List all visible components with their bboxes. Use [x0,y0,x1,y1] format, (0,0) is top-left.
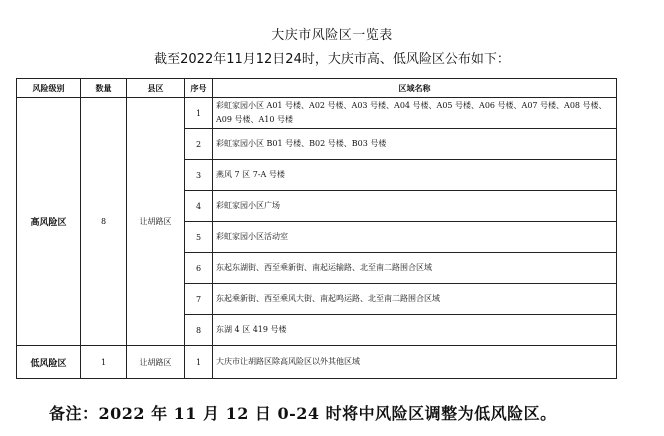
header-district: 县区 [127,79,185,98]
header-risk-level: 风险级别 [17,79,81,98]
low-risk-level-cell: 低风险区 [17,346,81,379]
high-risk-district-cell: 让胡路区 [127,98,185,346]
page-title: 大庆市风险区一览表 [271,28,393,43]
area-name: 彩虹家园小区 A01 号楼、A02 号楼、A03 号楼、A04 号楼、A05 号楼、A06 号楼、A07 号楼、A08 号楼、A09 号楼、A10 号楼 [213,98,617,129]
row-number: 2 [185,129,213,160]
high-risk-level-cell: 高风险区 [17,98,81,346]
area-name: 彩虹家园小区活动室 [213,222,617,253]
low-risk-count-cell: 1 [81,346,127,379]
area-name: 大庆市让胡路区除高风险区以外其他区域 [213,346,617,379]
footnote: 备注：2022 年 11 月 12 日 0-24 时将中风险区调整为低风险区。 [49,404,557,423]
table-row [17,98,617,129]
area-name: 东湖 4 区 419 号楼 [213,315,617,346]
header-count: 数量 [81,79,127,98]
table-row [17,346,617,379]
page-subtitle: 截至2022年11月12日24时，大庆市高、低风险区公布如下： [154,52,510,67]
area-name: 东起东湖街、西至乘新街、南起运输路、北至南二路围合区域 [213,253,617,284]
row-number: 8 [185,315,213,346]
area-name: 彩虹家园小区 B01 号楼、B02 号楼、B03 号楼 [213,129,617,160]
row-number: 7 [185,284,213,315]
area-name: 燕风 7 区 7-A 号楼 [213,160,617,191]
row-number: 6 [185,253,213,284]
risk-area-table [16,78,617,379]
row-number: 3 [185,160,213,191]
row-number: 1 [185,346,213,379]
area-name: 东起乘新街、西至乘风大街、南起鸣运路、北至南二路围合区域 [213,284,617,315]
area-name: 彩虹家园小区广场 [213,191,617,222]
table-header-row [17,79,617,98]
low-risk-district-cell: 让胡路区 [127,346,185,379]
row-number: 1 [185,98,213,129]
row-number: 5 [185,222,213,253]
header-area-name: 区域名称 [213,79,617,98]
header-number: 序号 [185,79,213,98]
high-risk-count-cell: 8 [81,98,127,346]
row-number: 4 [185,191,213,222]
